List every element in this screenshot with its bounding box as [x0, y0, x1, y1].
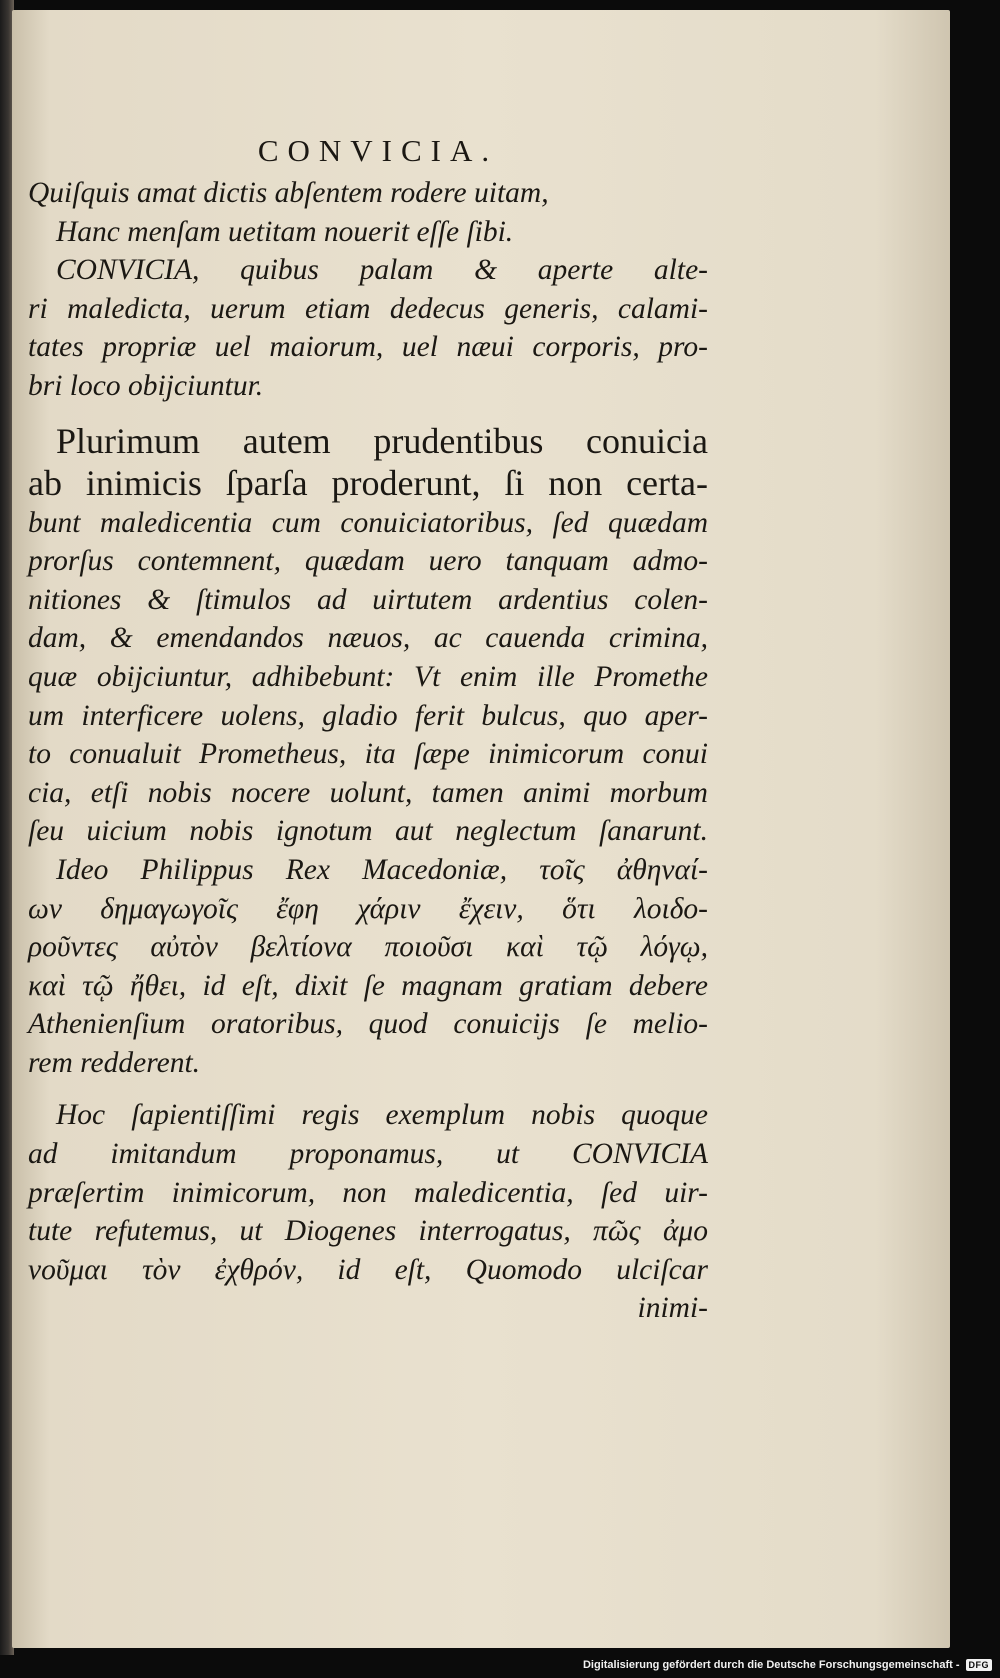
text-line: bri loco obijciuntur.	[28, 369, 264, 402]
credit-text: Digitalisierung gefördert durch die Deutsche Forschungsgemeinschaft -	[582, 1659, 960, 1671]
text-line: rem redderent.	[28, 1046, 201, 1079]
digitization-credit	[583, 1656, 992, 1674]
text-line: Athenienſium oratoribus, quod conuicijs ſe melio-	[28, 1008, 708, 1041]
text-line: νοῦμαι τὸν ἐχθρόν, id eſt, Quomodo ulciſcar	[28, 1253, 708, 1286]
text-line: dam, & emendandos næuos, ac cauenda crimina,	[28, 622, 708, 655]
text-line: ad imitandum proponamus, ut CONVICIA	[28, 1138, 708, 1171]
text-line: ων δημαγωγοῖς ἔφη χάριν ἔχειν, ὅτι λοιδο-	[28, 892, 708, 925]
text-line: Quiſquis amat dictis abſentem rodere uitam,	[28, 177, 549, 209]
text-line: ſeu uicium nobis ignotum aut neglectum ſanarunt.	[28, 815, 708, 848]
text-line: nitiones & ſtimulos ad uirtutem ardentius colen-	[28, 583, 708, 616]
text-line: prorſus contemnent, quædam uero tanquam admo-	[28, 545, 708, 578]
text-line: ab inimicis ſparſa proderunt, ſi non certa-	[28, 462, 708, 503]
text-line: præſertim inimicorum, non maledicentia, ſed uir-	[28, 1176, 708, 1209]
text-line: καὶ τῷ ἤθει, id eſt, dixit ſe magnam gratiam debere	[28, 969, 708, 1002]
text-line: Hanc menſam uetitam nouerit eſſe ſibi.	[56, 215, 514, 248]
text-line: tute refutemus, ut Diogenes interrogatus, πῶς ἀμο	[28, 1215, 708, 1248]
text-line: quæ obijciuntur, adhibebunt: Vt enim ille Promethe	[28, 660, 708, 693]
catchword: inimi-	[637, 1292, 708, 1325]
text-line: cia, etſi nobis nocere uolunt, tamen animi morbum	[28, 776, 708, 809]
dfg-logo: DFG	[966, 1659, 993, 1671]
page-text	[28, 128, 708, 1328]
running-header: CONVICIA.	[257, 133, 499, 168]
text-line: Plurimum autem prudentibus conuicia	[56, 420, 708, 461]
text-line: Hoc ſapientiſſimi regis exemplum nobis quoque	[56, 1099, 708, 1132]
text-line: to conualuit Prometheus, ita ſæpe inimicorum conui	[28, 738, 708, 771]
text-line: ροῦντες αὐτὸν βελτίονα ποιοῦσι καὶ τῷ λόγῳ,	[28, 931, 708, 964]
text-line: Ideo Philippus Rex Macedoniæ, τοῖς ἀθηναί-	[56, 853, 708, 886]
text-line: bunt maledicentia cum conuiciatoribus, ſed quædam	[28, 506, 708, 539]
text-line: tates propriæ uel maiorum, uel næui corporis, pro-	[28, 331, 708, 364]
text-line: um interficere uolens, gladio ferit bulcus, quo aper-	[28, 699, 708, 732]
text-line: ri maledicta, uerum etiam dedecus generis, calami-	[28, 292, 708, 325]
text-line: CONVICIA, quibus palam & aperte alte-	[56, 254, 708, 287]
book-page	[12, 10, 950, 1648]
